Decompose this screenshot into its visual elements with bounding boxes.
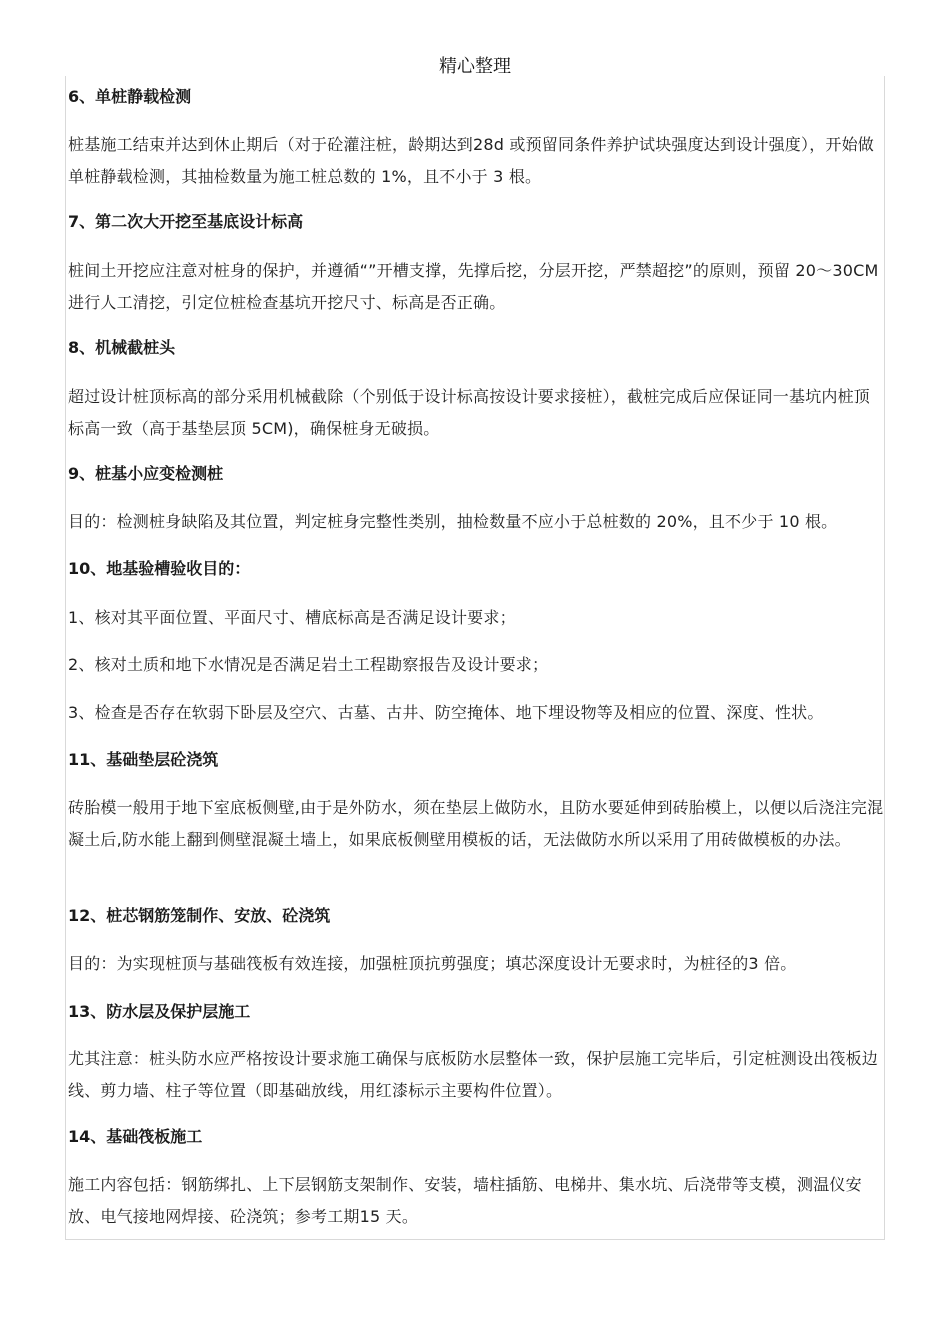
section-title: 7、第二次大开挖至基底设计标高 bbox=[68, 212, 304, 231]
section-paragraph: 尤其注意：桩头防水应严格按设计要求施工确保与底板防水层整体一致，保护层施工完毕后，引定桩测设出筏板边线、剪力墙、柱子等位置（即基础放线，用红漆标示主要构件位置）。 bbox=[68, 1049, 879, 1100]
section-paragraph: 施工内容包括：钢筋绑扎、上下层钢筋支架制作、安装，墙柱插筋、电梯井、集水坑、后浇带等支模，测温仪安放、电气接地网焊接、砼浇筑；参考工期15 天。 bbox=[68, 1175, 862, 1226]
section-paragraph: 1、核对其平面位置、平面尺寸、槽底标高是否满足设计要求； bbox=[68, 608, 516, 627]
section-title: 6、单桩静载检测 bbox=[68, 87, 192, 106]
section-paragraph: 超过设计桩顶标高的部分采用机械截除（个别低于设计标高按设计要求接桩），截桩完成后应保证同一基坑内桩顶标高一致（高于基垫层顶 5CM)，确保桩身无破损。 bbox=[68, 387, 871, 438]
section-paragraph: 目的：检测桩身缺陷及其位置，判定桩身完整性类别，抽检数量不应小于总桩数的 20%，且不少于 10 根。 bbox=[68, 512, 838, 531]
page-header-title: 精心整理 bbox=[439, 56, 511, 77]
section-title: 11、基础垫层砼浇筑 bbox=[68, 750, 219, 769]
section-title: 14、基础筏板施工 bbox=[68, 1127, 203, 1146]
section-paragraph: 桩基施工结束并达到休止期后（对于砼灌注桩，龄期达到28d 或预留同条件养护试块强度达到设计强度），开始做单桩静载检测，其抽检数量为施工桩总数的 1%，且不小于 3 根。 bbox=[68, 135, 875, 186]
section-title: 13、防水层及保护层施工 bbox=[68, 1002, 251, 1021]
section-title: 8、机械截桩头 bbox=[68, 338, 176, 357]
section-paragraph: 砖胎模一般用于地下室底板侧壁,由于是外防水，须在垫层上做防水，且防水要延伸到砖胎模上，以便以后浇注完混凝土后,防水能上翻到侧壁混凝土墙上，如果底板侧壁用模板的话，无法做防水所以采用了用砖做模板的办法。 bbox=[68, 798, 884, 849]
section-paragraph: 3、检查是否存在软弱下卧层及空穴、古墓、古井、防空掩体、地下埋设物等及相应的位置、深度、性状。 bbox=[68, 703, 824, 722]
section-paragraph: 2、核对土质和地下水情况是否满足岩土工程勘察报告及设计要求； bbox=[68, 655, 549, 674]
section-paragraph: 桩间土开挖应注意对桩身的保护，并遵循“”开槽支撑，先撑后挖，分层开挖，严禁超挖”的原则，预留 20～30CM 进行人工清挖，引定位桩检查基坑开挖尺寸、标高是否正确。 bbox=[68, 261, 879, 312]
section-title: 10、地基验槽验收目的： bbox=[68, 559, 251, 578]
section-paragraph: 目的：为实现桩顶与基础筏板有效连接，加强桩顶抗剪强度；填芯深度设计无要求时，为桩径的3 倍。 bbox=[68, 954, 797, 973]
section-title: 12、桩芯钢筋笼制作、安放、砼浇筑 bbox=[68, 906, 331, 925]
section-title: 9、桩基小应变检测桩 bbox=[68, 464, 224, 483]
